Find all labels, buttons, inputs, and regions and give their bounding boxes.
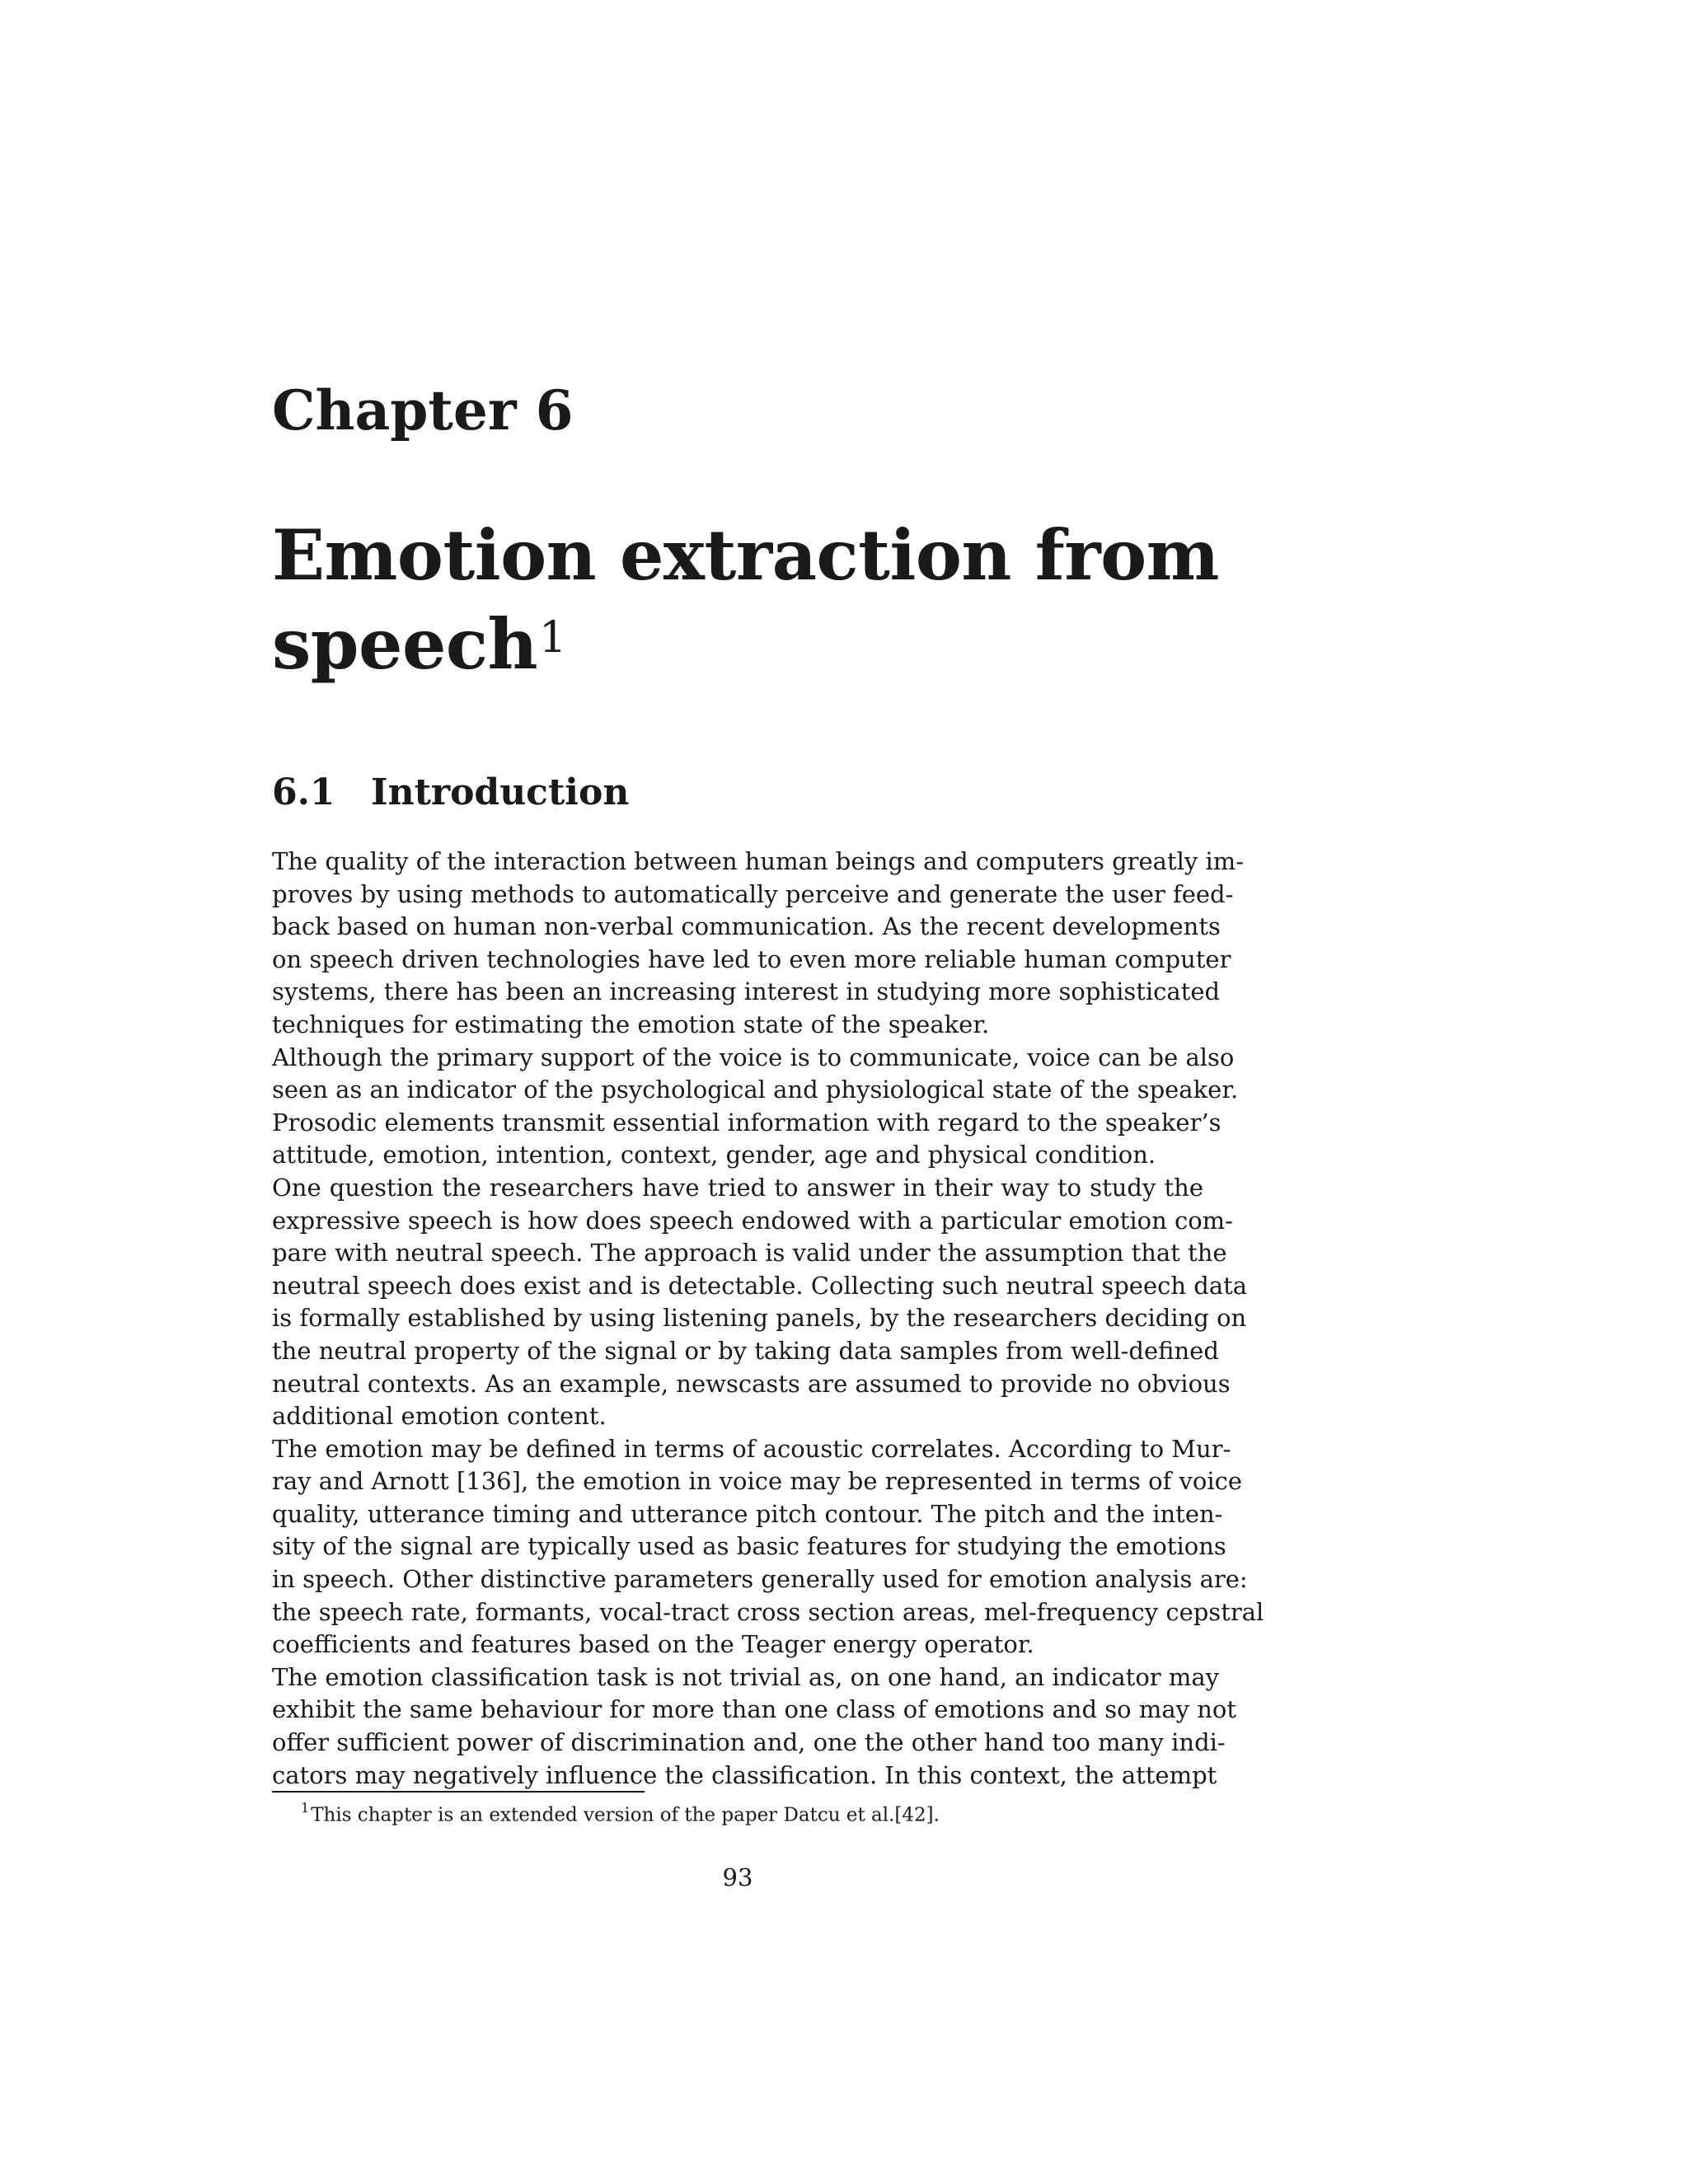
body-line: offer sufficient power of discrimination and, one the other hand too many indi- xyxy=(272,1728,1226,1757)
chapter-title xyxy=(272,511,1343,689)
body-line: techniques for estimating the emotion state of the speaker. xyxy=(272,1010,990,1038)
section-number: 6.1 xyxy=(272,771,335,813)
body-line: Although the primary support of the voice is to communicate, voice can be also xyxy=(272,1043,1235,1071)
body-line: The emotion classification task is not trivial as, on one hand, an indicator may xyxy=(272,1662,1220,1691)
chapter-title-line1: Emotion extraction from xyxy=(272,514,1219,596)
body-line: expressive speech is how does speech endowed with a particular emotion com- xyxy=(272,1206,1233,1235)
footnote-text: This chapter is an extended version of the paper Datcu et al.[42]. xyxy=(311,1804,940,1826)
body-line: proves by using methods to automatically perceive and generate the user feed- xyxy=(272,879,1234,908)
chapter-footnote-marker[interactable]: 1 xyxy=(539,613,566,663)
section-heading xyxy=(272,773,629,813)
page-number: 93 xyxy=(722,1863,753,1891)
body-line: Prosodic elements transmit essential information with regard to the speaker’s xyxy=(272,1108,1221,1137)
chapter-title-line2: speech xyxy=(272,603,538,685)
body-line: attitude, emotion, intention, context, gender, age and physical condition. xyxy=(272,1141,1156,1169)
body-line: on speech driven technologies have led to even more reliable human computer xyxy=(272,944,1231,973)
body-line: is formally established by using listening panels, by the researchers deciding on xyxy=(272,1304,1247,1333)
body-line: exhibit the same behaviour for more than one class of emotions and so may not xyxy=(272,1695,1236,1724)
body-line: quality, utterance timing and utterance pitch contour. The pitch and the inten- xyxy=(272,1499,1223,1528)
body-line: back based on human non-verbal communication. As the recent developments xyxy=(272,912,1221,941)
body-line: One question the researchers have tried to answer in their way to study the xyxy=(272,1173,1203,1202)
body-line: the neutral property of the signal or by taking data samples from well-defined xyxy=(272,1336,1219,1365)
footnote-marker: 1 xyxy=(301,1800,310,1816)
body-line: cators may negatively influence the classification. In this context, the attempt xyxy=(272,1760,1217,1789)
body-line: ray and Arnott [136], the emotion in voice may be represented in terms of voice xyxy=(272,1467,1243,1496)
body-line: neutral contexts. As an example, newscasts are assumed to provide no obvious xyxy=(272,1369,1231,1398)
body-line: in speech. Other distinctive parameters generally used for emotion analysis are: xyxy=(272,1565,1248,1594)
body-line: neutral speech does exist and is detectable. Collecting such neutral speech data xyxy=(272,1271,1248,1300)
body-line: pare with neutral speech. The approach is valid under the assumption that the xyxy=(272,1239,1227,1268)
body-line: coefficients and features based on the Teager energy operator. xyxy=(272,1630,1034,1659)
body-line: the speech rate, formants, vocal-tract cross section areas, mel-frequency cepstral xyxy=(272,1597,1264,1626)
body-text xyxy=(272,846,1264,1792)
body-line: seen as an indicator of the psychological and physiological state of the speaker. xyxy=(272,1076,1239,1104)
chapter-label: Chapter 6 xyxy=(272,378,574,443)
body-line: sity of the signal are typically used as basic features for studying the emotions xyxy=(272,1532,1226,1561)
body-line: systems, there has been an increasing interest in studying more sophisticated xyxy=(272,977,1221,1006)
body-line: The quality of the interaction between human beings and computers greatly im- xyxy=(272,847,1245,875)
body-line: The emotion may be defined in terms of acoustic correlates. According to Mur- xyxy=(272,1434,1231,1463)
footnote xyxy=(301,1802,940,1827)
section-title: Introduction xyxy=(371,771,630,813)
body-line: additional emotion content. xyxy=(272,1402,607,1431)
footnote-rule xyxy=(272,1791,645,1793)
